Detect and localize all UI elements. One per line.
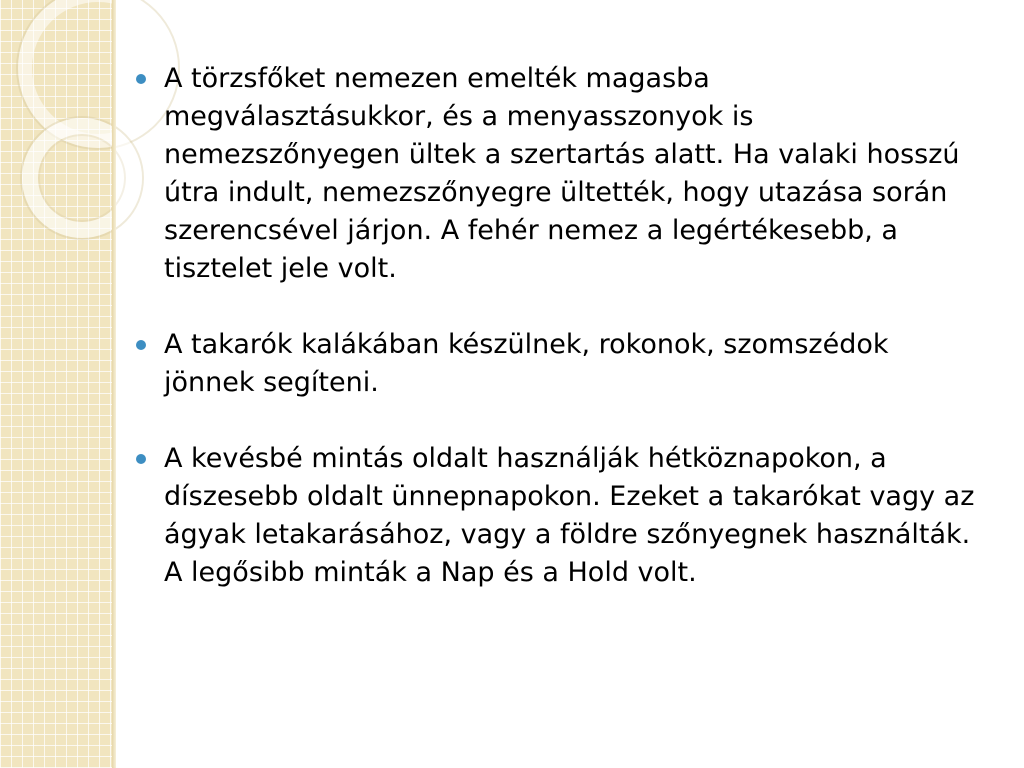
bullet-text-1: A törzsfőket nemezen emelték magasba megválasztásukkor, és a menyasszonyok is nemezszőnyegen ültek a szertartás alatt. Ha valaki hosszú útra indult, nemezszőnyegre ültették, hogy utazása során szerencsével járjon. A fehér nemez a legértékesebb, a tisztelet jele volt. <box>164 63 960 284</box>
bullet-dot-icon <box>136 74 146 84</box>
bullet-text-2: A takarók kalákában készülnek, rokonok, szomszédok jönnek segíteni. <box>164 329 889 398</box>
bullet-dot-icon <box>136 454 146 464</box>
bullet-item-1 <box>134 60 984 288</box>
bullet-item-3 <box>134 440 984 592</box>
band-edge-divider <box>112 0 116 768</box>
bullet-list <box>134 60 984 592</box>
slide-content <box>134 60 984 630</box>
decorative-side-band <box>0 0 112 768</box>
decorative-ring-middle <box>22 118 142 238</box>
bullet-item-2 <box>134 326 984 402</box>
bullet-text-3: A kevésbé mintás oldalt használják hétköznapokon, a díszesebb oldalt ünnepnapokon. Ezeket a takarókat vagy az ágyak letakarásához, vagy a földre szőnyegnek használták. A legősibb minták a Nap és a Hold volt. <box>164 443 975 588</box>
bullet-dot-icon <box>136 340 146 350</box>
